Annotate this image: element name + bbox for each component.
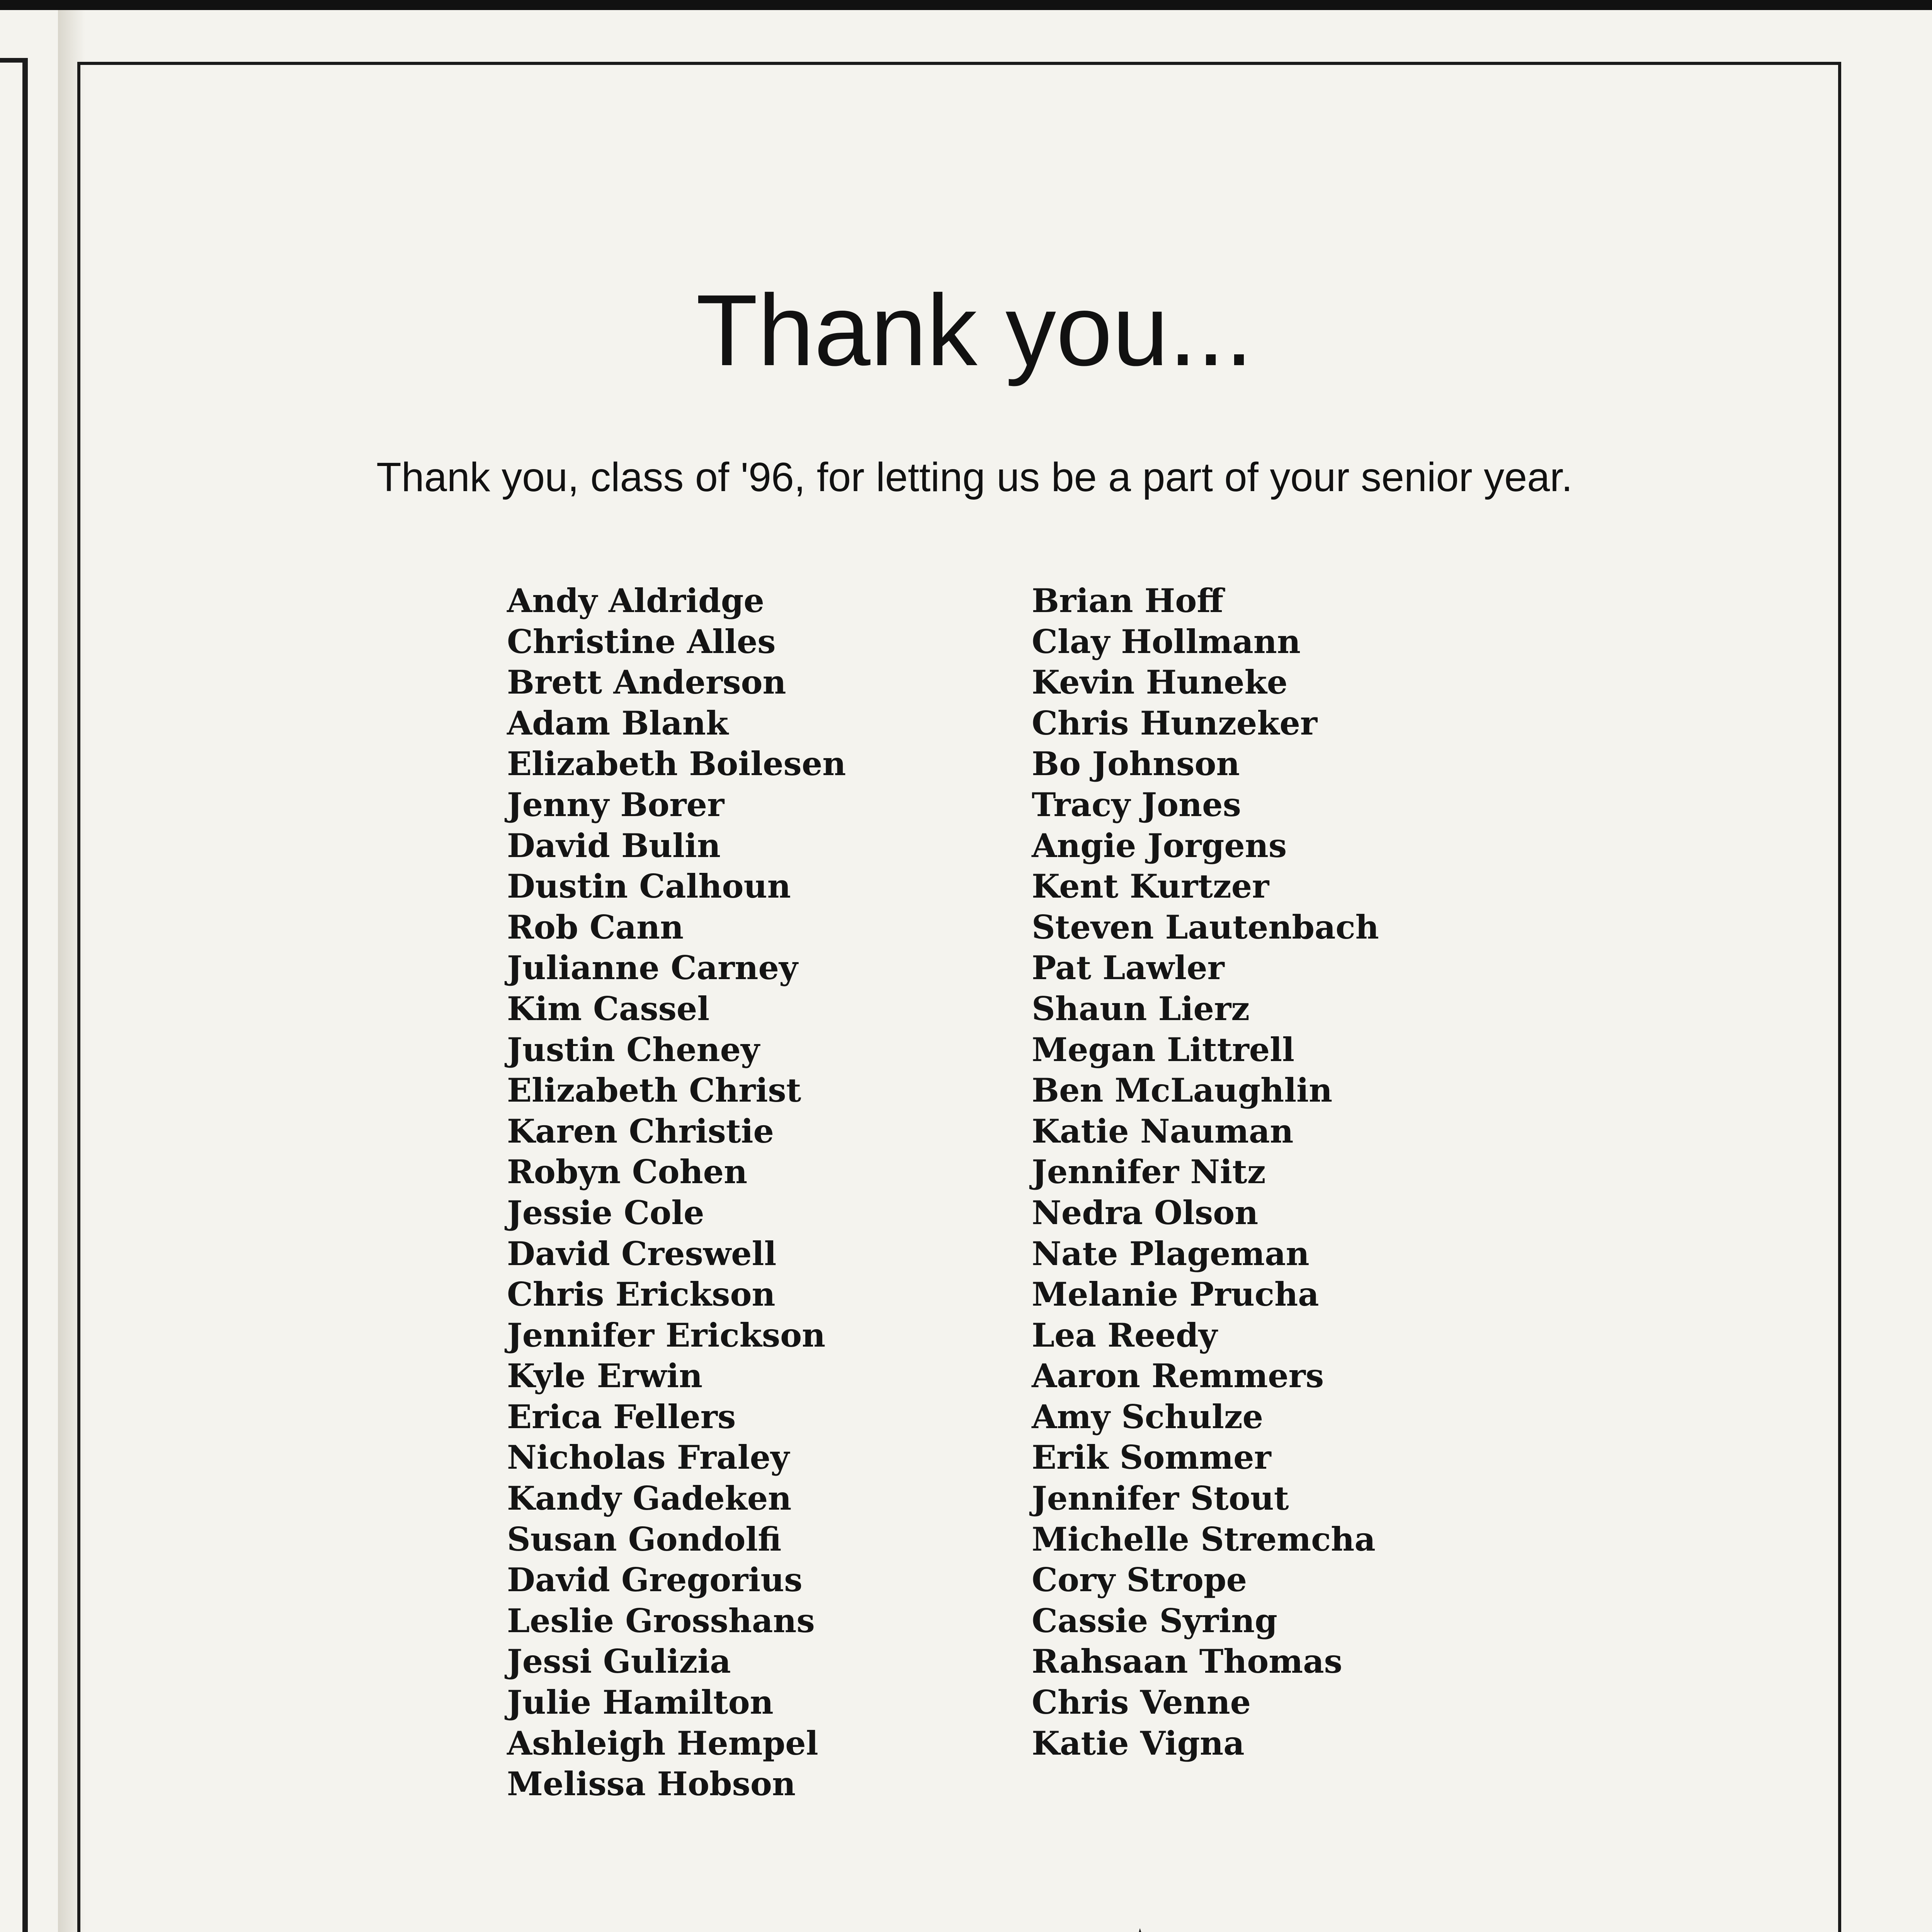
left-trees-drawing xyxy=(1113,1928,1194,1932)
senior-names-column-1 xyxy=(507,580,846,1804)
senior-name: Megan Littrell xyxy=(1032,1030,1294,1069)
senior-name: Angie Jorgens xyxy=(1032,826,1287,865)
senior-name: David Bulin xyxy=(507,826,721,865)
senior-name: David Creswell xyxy=(507,1234,777,1273)
senior-name: Susan Gondolfi xyxy=(507,1520,782,1558)
senior-name: Brett Anderson xyxy=(507,663,786,702)
senior-name: Clay Hollmann xyxy=(1032,622,1301,661)
senior-name: Christine Alles xyxy=(507,622,776,661)
senior-name: Karen Christie xyxy=(507,1112,774,1150)
senior-name: Lea Reedy xyxy=(1032,1316,1218,1354)
senior-name: Shaun Lierz xyxy=(1032,989,1250,1028)
senior-name: Chris Venne xyxy=(1032,1683,1251,1722)
senior-name: Steven Lautenbach xyxy=(1032,908,1379,946)
senior-name: Kim Cassel xyxy=(507,989,710,1028)
senior-name: Brian Hoff xyxy=(1032,582,1224,620)
studio-building-illustration xyxy=(1105,1913,1631,1932)
scan-top-edge xyxy=(0,0,1932,10)
senior-name: Elizabeth Boilesen xyxy=(507,745,846,783)
senior-name: Dustin Calhoun xyxy=(507,867,791,906)
senior-name: Chris Erickson xyxy=(507,1275,776,1314)
senior-name: Katie Vigna xyxy=(1032,1724,1245,1762)
senior-name: Rahsaan Thomas xyxy=(1032,1642,1342,1681)
senior-name: Kent Kurtzer xyxy=(1032,867,1269,906)
senior-name: Cassie Syring xyxy=(1032,1601,1277,1640)
senior-name: David Gregorius xyxy=(507,1561,803,1599)
senior-name: Adam Blank xyxy=(507,704,729,742)
senior-name: Katie Nauman xyxy=(1032,1112,1294,1150)
senior-name: Jenny Borer xyxy=(507,785,724,824)
senior-name: Melanie Prucha xyxy=(1032,1275,1319,1314)
senior-name: Jessie Cole xyxy=(507,1193,704,1232)
senior-name: Julie Hamilton xyxy=(507,1683,774,1722)
senior-name: Justin Cheney xyxy=(507,1030,760,1069)
senior-name: Pat Lawler xyxy=(1032,949,1225,987)
senior-name: Cory Strope xyxy=(1032,1561,1247,1599)
senior-name: Erik Sommer xyxy=(1032,1438,1271,1477)
senior-name: Rob Cann xyxy=(507,908,684,946)
senior-name: Jessi Gulizia xyxy=(507,1642,731,1681)
senior-name: Nate Plageman xyxy=(1032,1234,1310,1273)
senior-name: Chris Hunzeker xyxy=(1032,704,1318,742)
ad-subtitle: Thank you, class of '96, for letting us be a part of your senior year. xyxy=(376,454,1573,500)
senior-name: Aaron Remmers xyxy=(1032,1357,1324,1395)
senior-name: Erica Fellers xyxy=(507,1397,736,1436)
senior-name: Amy Schulze xyxy=(1032,1397,1264,1436)
senior-name: Tracy Jones xyxy=(1032,785,1241,824)
senior-name: Jennifer Stout xyxy=(1032,1479,1289,1518)
senior-name: Andy Aldridge xyxy=(507,582,764,620)
senior-name: Jennifer Erickson xyxy=(507,1316,826,1354)
senior-name: Kyle Erwin xyxy=(507,1357,703,1395)
senior-name: Elizabeth Christ xyxy=(507,1071,801,1110)
senior-name: Michelle Stremcha xyxy=(1032,1520,1376,1558)
ad-title: Thank you... xyxy=(696,274,1253,387)
senior-name: Robyn Cohen xyxy=(507,1153,748,1191)
senior-name: Kevin Huneke xyxy=(1032,663,1288,702)
senior-name: Ben McLaughlin xyxy=(1032,1071,1333,1110)
senior-name: Bo Johnson xyxy=(1032,745,1240,783)
senior-name: Leslie Grosshans xyxy=(507,1601,815,1640)
senior-name: Ashleigh Hempel xyxy=(507,1724,818,1762)
senior-name: Nedra Olson xyxy=(1032,1193,1259,1232)
senior-name: Julianne Carney xyxy=(507,949,798,987)
senior-names-column-2 xyxy=(1032,580,1379,1764)
senior-name: Nicholas Fraley xyxy=(507,1438,789,1477)
senior-name: Jennifer Nitz xyxy=(1032,1153,1266,1191)
senior-name: Melissa Hobson xyxy=(507,1765,796,1803)
senior-name: Kandy Gadeken xyxy=(507,1479,792,1518)
